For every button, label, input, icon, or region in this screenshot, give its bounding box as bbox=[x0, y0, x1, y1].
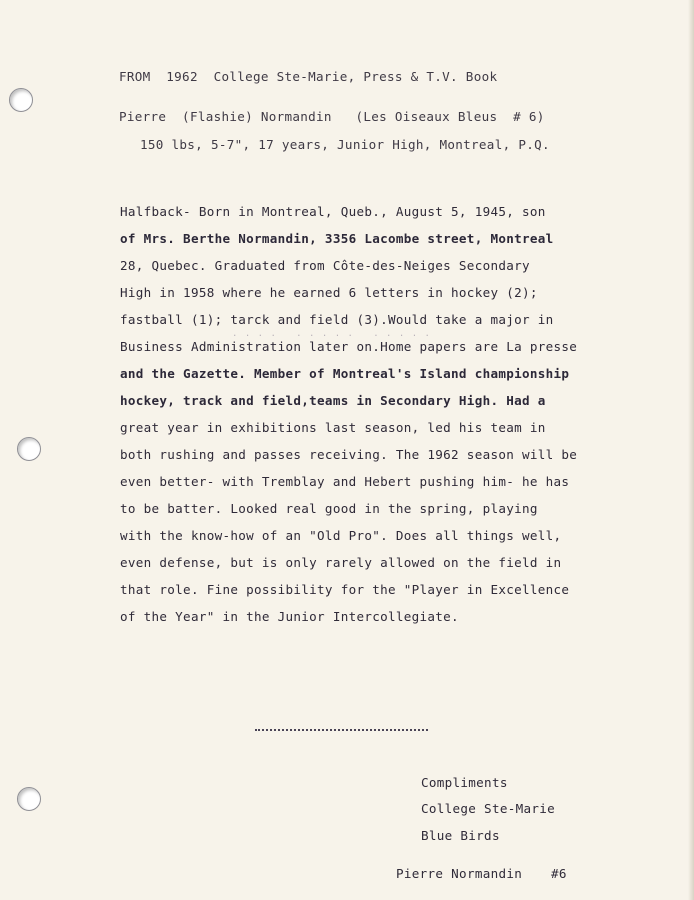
body-line: Halfback- Born in Montreal, Queb., August 5, 1945, son bbox=[120, 204, 546, 219]
footer-player-name: Pierre Normandin bbox=[396, 866, 523, 881]
source-line: FROM 1962 College Ste-Marie, Press & T.V. Book bbox=[119, 69, 498, 84]
body-line: High in 1958 where he earned 6 letters in hockey (2); bbox=[120, 285, 538, 300]
compliments-line: Compliments bbox=[421, 775, 508, 790]
compliments-college-line: College Ste-Marie bbox=[421, 801, 555, 816]
body-line: and the Gazette. Member of Montreal's Island championship bbox=[120, 366, 570, 381]
body-line: Business Administration later on.Home papers are La presse bbox=[120, 339, 578, 354]
body-line: of the Year" in the Junior Intercollegiate. bbox=[120, 609, 459, 624]
player-name-line: Pierre (Flashie) Normandin (Les Oiseaux Bleus # 6) bbox=[119, 109, 545, 124]
punch-hole-top bbox=[9, 88, 33, 112]
punch-hole-bottom bbox=[17, 787, 41, 811]
compliments-team-line: Blue Birds bbox=[421, 828, 500, 843]
body-line: both rushing and passes receiving. The 1962 season will be bbox=[120, 447, 578, 462]
body-line: of Mrs. Berthe Normandin, 3356 Lacombe street, Montreal bbox=[120, 231, 554, 246]
body-line: great year in exhibitions last season, led his team in bbox=[120, 420, 546, 435]
ghost-text-smudge: . . . . . . . . . . . . . . bbox=[232, 329, 431, 339]
footer-player-number: #6 bbox=[551, 866, 567, 881]
body-line: 28, Quebec. Graduated from Côte-des-Neiges Secondary bbox=[120, 258, 530, 273]
body-line: with the know-how of an "Old Pro". Does all things well, bbox=[120, 528, 562, 543]
player-stats-line: 150 lbs, 5-7", 17 years, Junior High, Montreal, P.Q. bbox=[140, 137, 550, 152]
punch-hole-middle bbox=[17, 437, 41, 461]
body-line: that role. Fine possibility for the "Player in Excellence bbox=[120, 582, 570, 597]
dotted-divider bbox=[255, 729, 428, 731]
body-line: to be batter. Looked real good in the spring, playing bbox=[120, 501, 538, 516]
body-line: hockey, track and field,teams in Secondary High. Had a bbox=[120, 393, 546, 408]
paper-edge-shadow bbox=[688, 0, 694, 900]
body-line: fastball (1); tarck and field (3).Would take a major in bbox=[120, 312, 554, 327]
body-line: even defense, but is only rarely allowed on the field in bbox=[120, 555, 562, 570]
body-line: even better- with Tremblay and Hebert pushing him- he has bbox=[120, 474, 570, 489]
